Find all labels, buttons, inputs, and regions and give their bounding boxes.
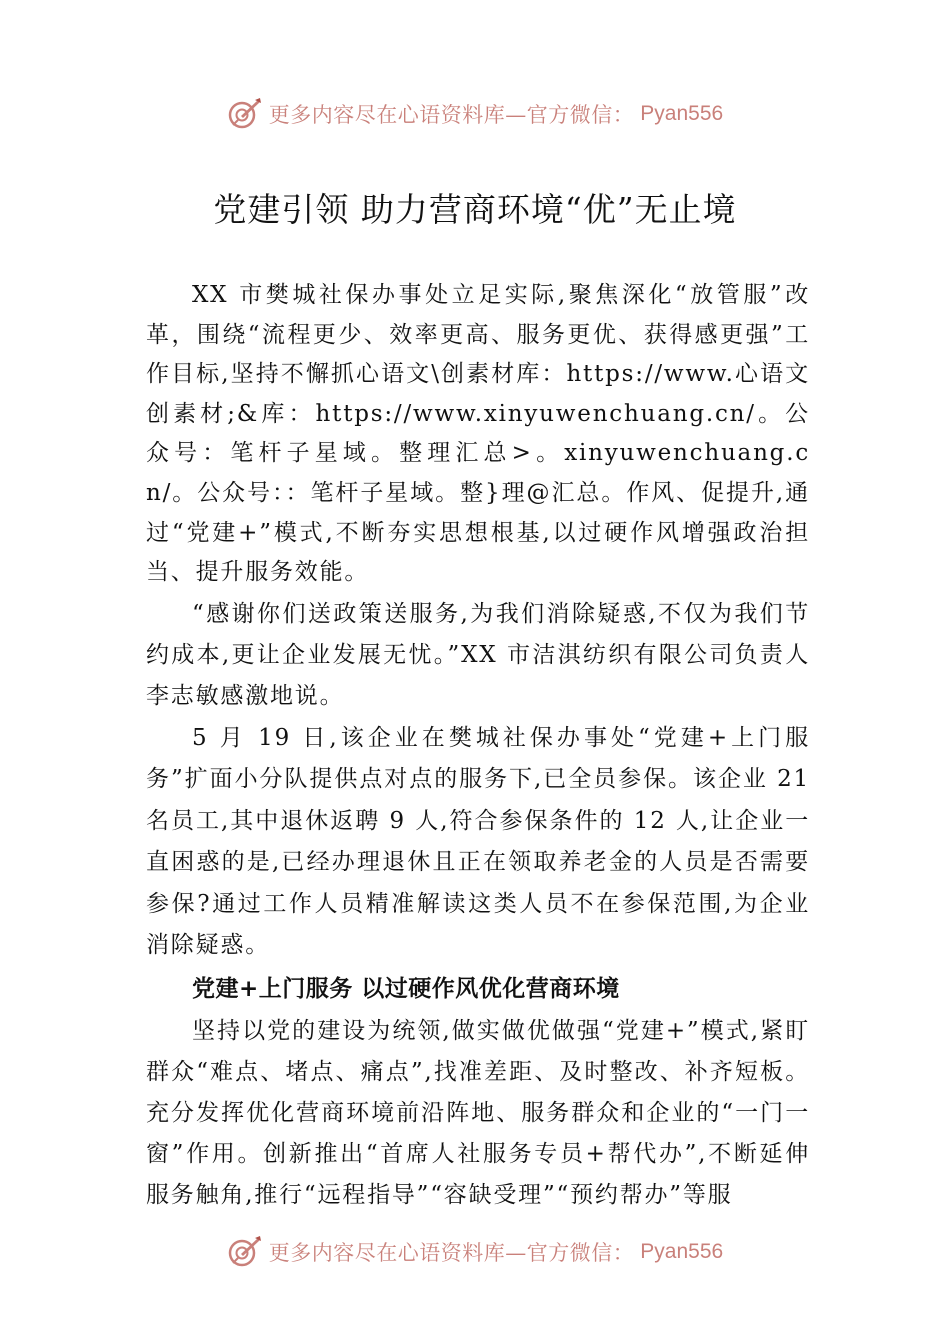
watermark-wechat-id: Pyan556 (640, 102, 724, 125)
paragraph-3: 5 月 19 日,该企业在樊城社保办事处“党建+上门服务”扩面小分队提供点对点的服务下,已全员参保。该企业 21 名员工,其中退休返聘 9 人,符合参保条件的 12 人,让企业一直困惑的是,已经办理退休且正在领取养老金的人员是否需要参保?通过工作人员精准解读这类人员不在参保范围,为企业消除疑惑。 (146, 724, 810, 959)
watermark-banner-bottom (0, 1232, 950, 1272)
document-title: 党建引领 助力营商环境“优”无止境 (213, 190, 737, 229)
paragraph-2: “感谢你们送政策送服务,为我们消除疑惑,不仅为我们节约成本,更让企业发展无忧。”XX 市洁淇纺织有限公司负责人李志敏感激地说。 (146, 600, 810, 709)
watermark-banner-top (0, 94, 950, 134)
watermark-text: 更多内容尽在心语资料库—官方微信： (268, 1241, 635, 1265)
document-body (146, 276, 810, 1216)
pen-logo-icon (227, 96, 263, 132)
watermark-wechat-id: Pyan556 (640, 1240, 724, 1263)
paragraph-1: XX 市樊城社保办事处立足实际,聚焦深化“放管服”改革，围绕“流程更少、效率更高、服务更优、获得感更强”工作目标,坚持不懈抓心语文\创素材库：https://www.心语文创素材;&库：https://www.xinyuwenchuang.cn/。公众号：笔杆子星域。整理汇总>。xinyuwenchuang.cn/。公众号：：笔杆子星域。整}理@汇总。作风、促提升,通过“党建+”模式,不断夯实思想根基,以过硬作风增强政治担当、提升服务效能。 (146, 282, 810, 586)
paragraph-4: 坚持以党的建设为统领,做实做优做强“党建+”模式,紧盯群众“难点、堵点、痛点”,找准差距、及时整改、补齐短板。充分发挥优化营商环境前沿阵地、服务群众和企业的“一门一窗”作用。创新推出“首席人社服务专员+帮代办”,不断延伸服务触角,推行“远程指导”“容缺受理”“预约帮办”等服 (146, 1017, 810, 1208)
section-subheading: 党建+上门服务 以过硬作风优化营商环境 (192, 975, 620, 1002)
watermark-text: 更多内容尽在心语资料库—官方微信： (268, 103, 635, 127)
pen-logo-icon (227, 1234, 263, 1270)
